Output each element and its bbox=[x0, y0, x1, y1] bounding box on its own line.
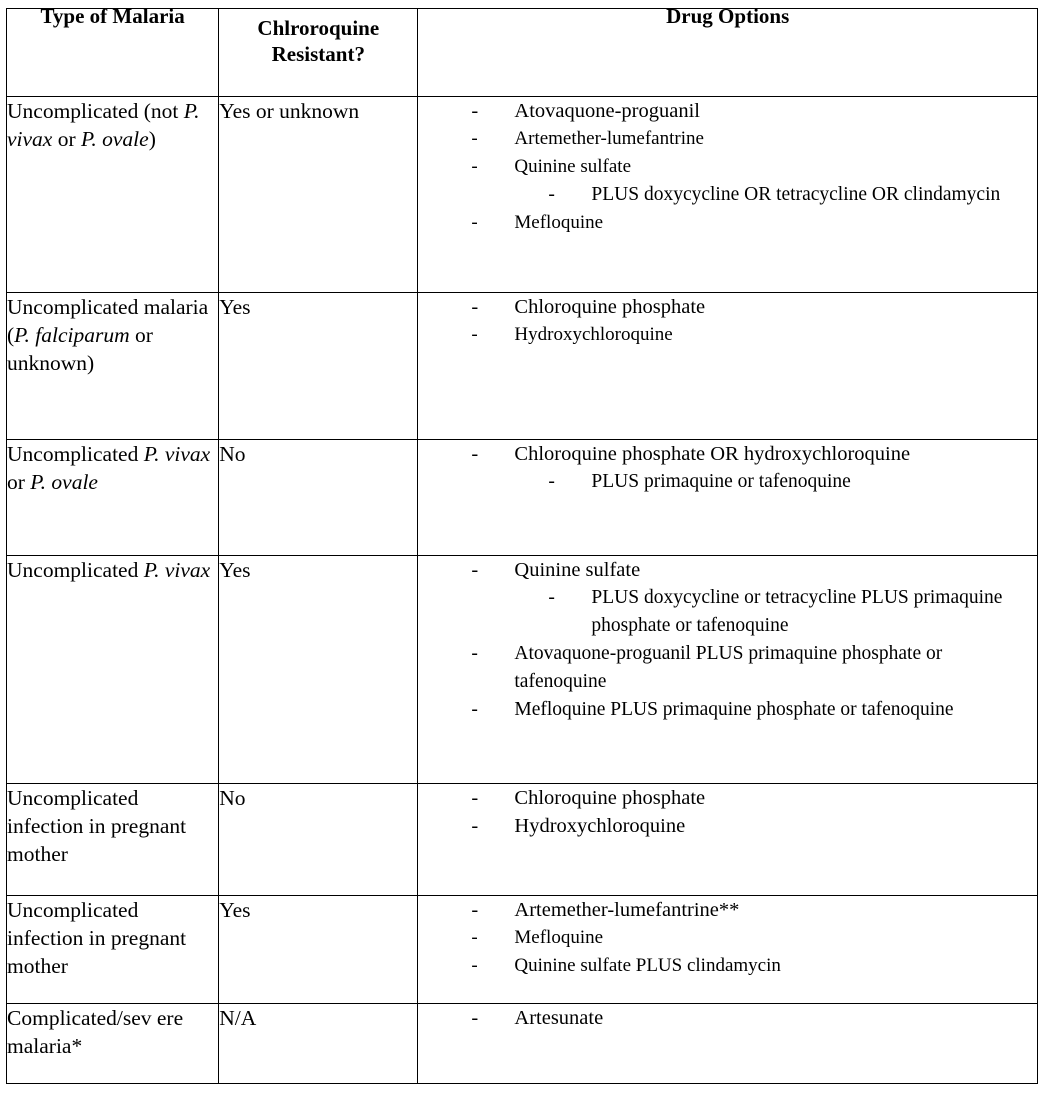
bullet-dash: - bbox=[471, 100, 479, 122]
drug-option bbox=[418, 440, 1037, 468]
resistant-cell: N/A bbox=[219, 1004, 418, 1084]
drug-options-cell bbox=[418, 440, 1038, 556]
drug-sub-option bbox=[418, 181, 1037, 209]
header-resistant: Chlroroquine Resistant? bbox=[219, 9, 418, 97]
type-text: Uncomplicated bbox=[7, 442, 144, 466]
resistant-cell: No bbox=[219, 784, 418, 896]
resistant-cell: Yes bbox=[219, 293, 418, 440]
drug-option bbox=[418, 556, 1037, 584]
table-row bbox=[7, 556, 1038, 784]
drug-option bbox=[418, 97, 1037, 125]
table-row bbox=[7, 440, 1038, 556]
drug-option bbox=[418, 293, 1037, 321]
drug-options-cell bbox=[418, 293, 1038, 440]
resistant-cell: No bbox=[219, 440, 418, 556]
drug-option bbox=[418, 640, 1037, 696]
bullet-dash: - bbox=[471, 128, 478, 149]
bullet-dash: - bbox=[471, 815, 479, 837]
type-text: Uncomplicated bbox=[7, 558, 144, 582]
bullet-dash: - bbox=[471, 699, 478, 720]
drug-text: Chloroquine phosphate bbox=[514, 787, 706, 809]
drug-sub-option bbox=[418, 584, 1037, 640]
drug-text: Chloroquine phosphate OR hydroxychloroquine bbox=[514, 443, 911, 465]
drug-text: Mefloquine PLUS primaquine phosphate or tafenoquine bbox=[514, 699, 954, 720]
drug-text: PLUS doxycycline OR tetracycline OR clindamycin bbox=[591, 184, 1001, 205]
type-text: ) bbox=[148, 127, 156, 151]
drug-option bbox=[418, 952, 1037, 980]
table-row bbox=[7, 784, 1038, 896]
bullet-dash: - bbox=[471, 787, 479, 809]
bullet-dash: - bbox=[471, 443, 479, 465]
malaria-type-cell bbox=[7, 97, 219, 293]
malaria-type-cell bbox=[7, 1004, 219, 1084]
drug-option bbox=[418, 696, 1037, 724]
drug-text: Mefloquine bbox=[514, 212, 604, 233]
drug-text: Artesunate bbox=[514, 1007, 604, 1029]
drug-option bbox=[418, 784, 1037, 812]
bullet-dash: - bbox=[548, 184, 555, 205]
drug-text: Chloroquine phosphate bbox=[514, 296, 706, 318]
malaria-type-cell bbox=[7, 896, 219, 1004]
species-name: P. vivax bbox=[143, 558, 211, 582]
drug-text: PLUS doxycycline or tetracycline PLUS primaquine phosphate or tafenoquine bbox=[591, 587, 1003, 636]
drug-options-cell bbox=[418, 896, 1038, 1004]
bullet-dash: - bbox=[471, 899, 479, 921]
bullet-dash: - bbox=[548, 471, 555, 492]
species-name: P. vivax bbox=[7, 99, 200, 151]
drug-option bbox=[418, 125, 1037, 153]
type-text: Uncomplicated (not bbox=[7, 99, 184, 123]
drug-text: PLUS primaquine or tafenoquine bbox=[591, 471, 851, 492]
drug-option bbox=[418, 153, 1037, 181]
type-text: Uncomplicated infection in pregnant mother bbox=[7, 898, 187, 978]
drug-text: Quinine sulfate bbox=[514, 559, 641, 581]
species-name: P. vivax bbox=[143, 442, 211, 466]
bullet-dash: - bbox=[471, 324, 478, 345]
drug-option bbox=[418, 209, 1037, 237]
bullet-dash: - bbox=[471, 296, 479, 318]
type-text: Uncomplicated malaria ( bbox=[7, 295, 209, 347]
table-row bbox=[7, 896, 1038, 1004]
drug-text: Hydroxychloroquine bbox=[514, 324, 673, 345]
bullet-dash: - bbox=[548, 587, 555, 608]
bullet-dash: - bbox=[471, 643, 478, 664]
table-row bbox=[7, 1004, 1038, 1084]
drug-sub-option bbox=[418, 468, 1037, 496]
drug-text: Quinine sulfate PLUS clindamycin bbox=[514, 955, 781, 976]
table-row bbox=[7, 293, 1038, 440]
header-type: Type of Malaria bbox=[7, 9, 219, 97]
type-text: Uncomplicated infection in pregnant mother bbox=[7, 786, 187, 866]
type-text: or bbox=[7, 470, 31, 494]
drug-text: Quinine sulfate bbox=[514, 156, 631, 177]
malaria-type-cell bbox=[7, 440, 219, 556]
malaria-type-cell bbox=[7, 556, 219, 784]
drug-option bbox=[418, 812, 1037, 840]
drug-options-cell bbox=[418, 784, 1038, 896]
bullet-dash: - bbox=[471, 156, 478, 177]
malaria-type-cell bbox=[7, 293, 219, 440]
malaria-treatment-table bbox=[6, 4, 1038, 1084]
drug-text: Artemether-lumefantrine** bbox=[514, 899, 740, 921]
header-row bbox=[7, 9, 1038, 97]
bullet-dash: - bbox=[471, 212, 478, 233]
bullet-dash: - bbox=[471, 955, 478, 976]
drug-text: Artemether-lumefantrine bbox=[514, 128, 704, 149]
table-row bbox=[7, 97, 1038, 293]
resistant-cell: Yes bbox=[219, 556, 418, 784]
drug-options-cell bbox=[418, 556, 1038, 784]
bullet-dash: - bbox=[471, 927, 478, 948]
drug-text: Atovaquone-proguanil PLUS primaquine phosphate or tafenoquine bbox=[514, 643, 943, 692]
header-options: Drug Options bbox=[418, 9, 1038, 97]
species-name: P. ovale bbox=[30, 470, 98, 494]
drug-option bbox=[418, 924, 1037, 952]
drug-text: Atovaquone-proguanil bbox=[514, 100, 700, 122]
resistant-cell: Yes or unknown bbox=[219, 97, 418, 293]
type-text: or unknown) bbox=[7, 323, 153, 375]
drug-options-cell bbox=[418, 1004, 1038, 1084]
drug-text: Hydroxychloroquine bbox=[514, 815, 686, 837]
drug-option bbox=[418, 896, 1037, 924]
type-text: Complicated/sev ere malaria* bbox=[7, 1006, 184, 1058]
species-name: P. falciparum bbox=[14, 323, 130, 347]
drug-options-cell bbox=[418, 97, 1038, 293]
bullet-dash: - bbox=[471, 1007, 479, 1029]
type-text: or bbox=[52, 127, 82, 151]
species-name: P. ovale bbox=[81, 127, 149, 151]
bullet-dash: - bbox=[471, 559, 479, 581]
malaria-type-cell bbox=[7, 784, 219, 896]
drug-option bbox=[418, 321, 1037, 349]
drug-option bbox=[418, 1004, 1037, 1032]
drug-text: Mefloquine bbox=[514, 927, 604, 948]
resistant-cell: Yes bbox=[219, 896, 418, 1004]
